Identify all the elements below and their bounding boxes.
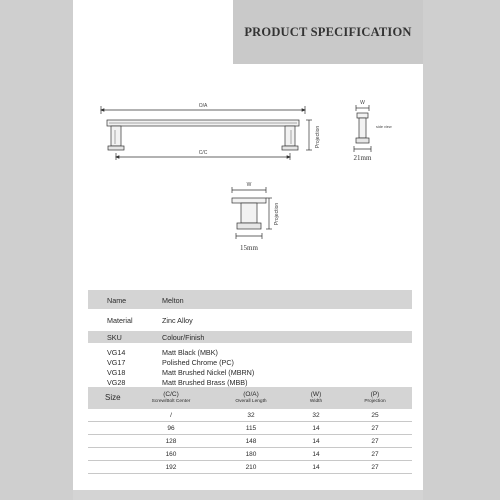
table-cell: 27 [371, 463, 379, 471]
table-row [88, 461, 412, 474]
name-value: Melton [162, 296, 184, 305]
column-header-cc [146, 391, 196, 404]
name-label: Name [107, 296, 127, 305]
column-header-oa [226, 391, 276, 404]
table-cell: 96 [167, 424, 175, 432]
table-cell: 14 [312, 424, 320, 432]
side-view-label: side view [376, 125, 392, 129]
column-title: (O/A) [243, 391, 259, 398]
finish-name: Matt Black (MBK) [162, 348, 218, 357]
table-cell: 210 [245, 463, 257, 471]
knob-projection-label: Projection [274, 202, 280, 226]
table-cell: 27 [371, 437, 379, 445]
table-row [88, 409, 412, 422]
list-item [88, 357, 412, 367]
column-subtitle: Screw/Bolt Center [151, 399, 191, 404]
list-item [88, 377, 412, 387]
list-item [88, 367, 412, 377]
sku-code: VG17 [107, 358, 126, 367]
column-title: (C/C) [163, 391, 179, 398]
table-row [88, 448, 412, 461]
knob-depth-label: 15mm [240, 244, 258, 252]
table-cell: 25 [371, 411, 379, 419]
name-row [88, 290, 412, 309]
table-cell: 148 [245, 437, 257, 445]
table-cell: / [170, 411, 172, 419]
knob-width-label: W [246, 182, 252, 188]
column-header-p [350, 391, 400, 404]
table-row [88, 435, 412, 448]
finish-name: Matt Brushed Brass (MBB) [162, 378, 248, 387]
finish-name: Matt Brushed Nickel (MBRN) [162, 368, 255, 377]
column-subtitle: Width [309, 399, 323, 404]
size-header-row [88, 387, 412, 409]
overall-length-label: O/A [198, 103, 208, 109]
column-subtitle: Projection [364, 399, 386, 404]
handle-projection-label: Projection [315, 125, 321, 149]
column-header-w [291, 391, 341, 404]
material-row [88, 309, 412, 331]
table-cell: 32 [247, 411, 255, 419]
list-item [88, 347, 412, 357]
sku-label: SKU [107, 333, 122, 342]
sku-code: VG18 [107, 368, 126, 377]
sku-code: VG14 [107, 348, 126, 357]
column-title: (W) [310, 391, 322, 398]
table-cell: 192 [165, 463, 177, 471]
table-cell: 32 [312, 411, 320, 419]
table-cell: 180 [245, 450, 257, 458]
footer-band [73, 490, 423, 500]
column-title: (P) [370, 391, 380, 398]
table-cell: 14 [312, 437, 320, 445]
spec-table [88, 290, 412, 474]
side-depth-label: 21mm [353, 154, 372, 162]
sku-code: VG28 [107, 378, 126, 387]
table-cell: 14 [312, 463, 320, 471]
table-cell: 160 [165, 450, 177, 458]
size-label: Size [105, 393, 121, 402]
material-value: Zinc Alloy [162, 316, 193, 325]
side-width-label: W [360, 100, 365, 106]
table-cell: 27 [371, 450, 379, 458]
material-label: Material [107, 316, 133, 325]
page-title: PRODUCT SPECIFICATION [244, 25, 412, 39]
finish-name: Polished Chrome (PC) [162, 358, 234, 367]
table-cell: 27 [371, 424, 379, 432]
table-cell: 14 [312, 450, 320, 458]
table-cell: 115 [245, 424, 257, 432]
spec-sheet [73, 0, 423, 500]
technical-drawing [73, 0, 423, 280]
table-cell: 128 [165, 437, 177, 445]
finish-label: Colour/Finish [162, 333, 205, 342]
center-length-label: C/C [198, 150, 208, 156]
table-row [88, 422, 412, 435]
column-subtitle: Overall Length [235, 399, 267, 404]
sku-header-row [88, 331, 412, 343]
